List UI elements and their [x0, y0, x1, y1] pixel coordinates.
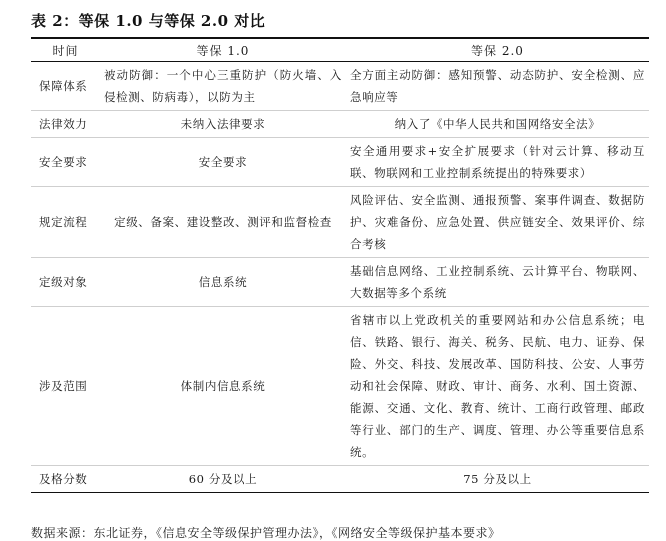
- table-header-row: [31, 38, 649, 62]
- row-level-1-value: 信息系统: [100, 258, 346, 307]
- row-level-2-value: 风险评估、安全监测、通报预警、案事件调查、数据防护、灾难备份、应急处置、供应链安全、效果评价、综合考核: [346, 187, 649, 258]
- row-level-1-value: 体制内信息系统: [100, 307, 346, 466]
- data-source-note: 数据来源：东北证券，《信息安全等级保护管理办法》，《网络安全等级保护基本要求》: [31, 526, 501, 540]
- table-row: [31, 138, 649, 187]
- table-caption: 表 2：等保 1.0 与等保 2.0 对比: [31, 12, 266, 30]
- row-level-2-value: 纳入了《中华人民共和国网络安全法》: [346, 111, 649, 138]
- table-row: [31, 111, 649, 138]
- row-level-2-value: 基础信息网络、工业控制系统、云计算平台、物联网、大数据等多个系统: [346, 258, 649, 307]
- table-row: [31, 258, 649, 307]
- row-level-2-value: 安全通用要求+安全扩展要求（针对云计算、移动互联、物联网和工业控制系统提出的特殊要求）: [346, 138, 649, 187]
- header-time: 时间: [31, 38, 100, 62]
- row-level-2-value: 全方面主动防御：感知预警、动态防护、安全检测、应急响应等: [346, 62, 649, 111]
- row-level-2-value: 省辖市以上党政机关的重要网站和办公信息系统；电信、铁路、银行、海关、税务、民航、电力、证券、保险、外交、科技、发展改革、国防科技、公安、人事劳动和社会保障、财政、审计、商务、水利、国土资源、能源、交通、文化、教育、统计、工商行政管理、邮政等行业、部门的生产、调度、管理、办公等重要信息系统。: [346, 307, 649, 466]
- row-level-1-value: 被动防御：一个中心三重防护（防火墙、入侵检测、防病毒），以防为主: [100, 62, 346, 111]
- row-name: 涉及范围: [31, 307, 100, 466]
- row-name: 及格分数: [31, 466, 100, 493]
- row-level-1-value: 未纳入法律要求: [100, 111, 346, 138]
- row-name: 定级对象: [31, 258, 100, 307]
- row-level-1-value: 安全要求: [100, 138, 346, 187]
- header-level-1: 等保 1.0: [100, 38, 346, 62]
- table-row: [31, 62, 649, 111]
- row-name: 法律效力: [31, 111, 100, 138]
- header-level-2: 等保 2.0: [346, 38, 649, 62]
- row-name: 安全要求: [31, 138, 100, 187]
- row-level-2-value: 75 分及以上: [346, 466, 649, 493]
- table-row: [31, 466, 649, 493]
- row-name: 规定流程: [31, 187, 100, 258]
- row-level-1-value: 60 分及以上: [100, 466, 346, 493]
- table-row: [31, 307, 649, 466]
- table-row: [31, 187, 649, 258]
- comparison-table: [31, 37, 649, 493]
- row-name: 保障体系: [31, 62, 100, 111]
- row-level-1-value: 定级、备案、建设整改、测评和监督检查: [100, 187, 346, 258]
